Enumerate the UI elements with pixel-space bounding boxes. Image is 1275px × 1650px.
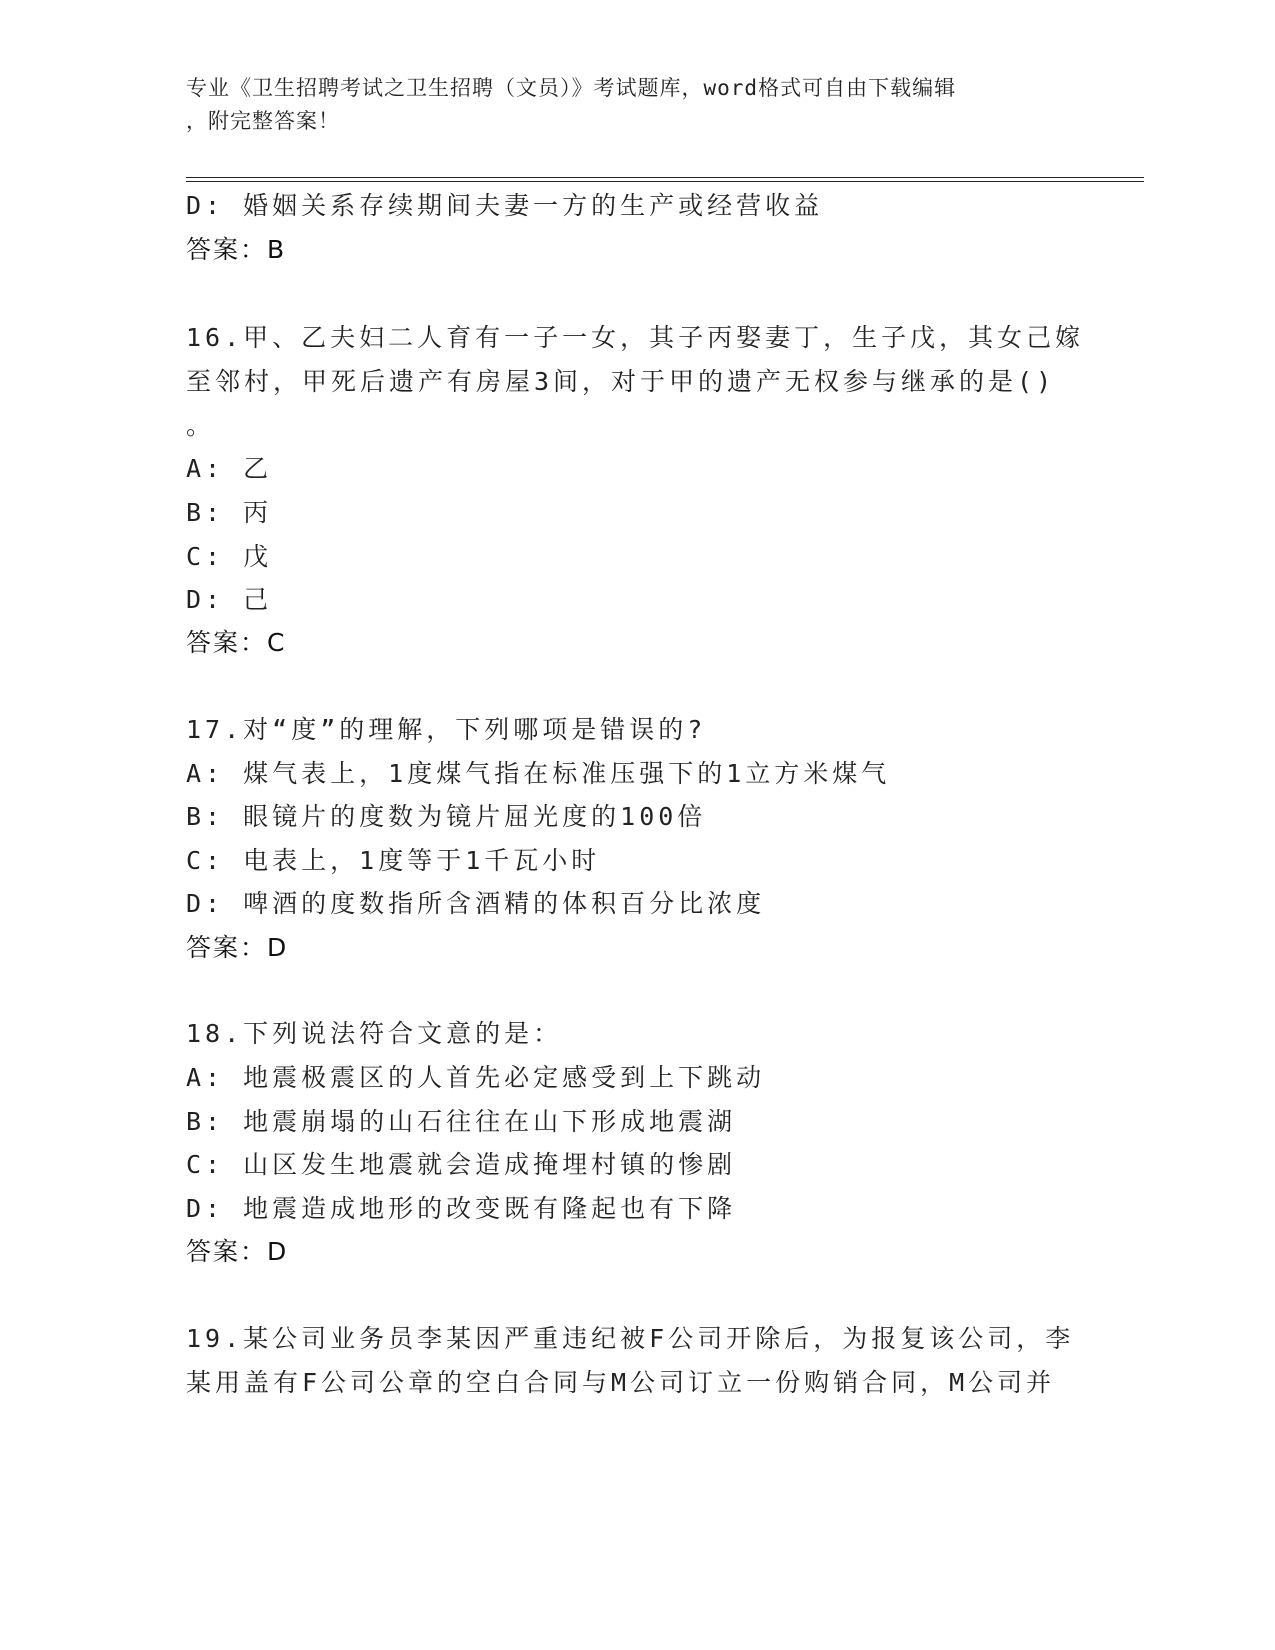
q17-option-b: B: 眼镜片的度数为镜片屈光度的100倍 — [186, 802, 707, 831]
q18-option-b: B: 地震崩塌的山石往往在山下形成地震湖 — [186, 1107, 737, 1136]
q19-stem-line-1: 19.某公司业务员李某因严重违纪被F公司开除后，为报复该公司，李 — [186, 1324, 1075, 1353]
q16-option-a: A: 乙 — [186, 454, 273, 483]
prev-option-d: D: 婚姻关系存续期间夫妻一方的生产或经营收益 — [186, 191, 824, 220]
q17-option-a: A: 煤气表上，1度煤气指在标准压强下的1立方米煤气 — [186, 759, 891, 788]
q16-option-b: B: 丙 — [186, 498, 273, 527]
header-divider-bottom — [186, 181, 1144, 182]
header-line-2: ，附完整答案！ — [186, 109, 340, 133]
q17-option-c: C: 电表上，1度等于1千瓦小时 — [186, 846, 601, 875]
q18-answer: 答案：D — [186, 1237, 289, 1266]
q16-stem-line-1: 16.甲、乙夫妇二人育有一子一女，其子丙娶妻丁，生子戊，其女己嫁 — [186, 323, 1085, 352]
q18-option-a: A: 地震极震区的人首先必定感受到上下跳动 — [186, 1063, 766, 1092]
q17-option-d: D: 啤酒的度数指所含酒精的体积百分比浓度 — [186, 889, 766, 918]
header-line-1: 专业《卫生招聘考试之卫生招聘（文员）》考试题库，word格式可自由下载编辑 — [186, 76, 957, 100]
q18-option-d: D: 地震造成地形的改变既有隆起也有下降 — [186, 1194, 737, 1223]
q17-stem: 17.对“度”的理解，下列哪项是错误的? — [186, 715, 707, 744]
q17-answer: 答案：D — [186, 933, 289, 962]
q16-stem-line-3: 。 — [186, 411, 216, 440]
q16-answer: 答案：C — [186, 628, 287, 657]
q19-stem-line-2: 某用盖有F公司公章的空白合同与M公司订立一份购销合同，M公司并 — [186, 1368, 1056, 1397]
q16-stem-line-2: 至邻村，甲死后遗产有房屋3间，对于甲的遗产无权参与继承的是() — [186, 367, 1056, 396]
q16-option-d: D: 己 — [186, 585, 273, 614]
q18-stem: 18.下列说法符合文意的是： — [186, 1019, 563, 1048]
prev-answer: 答案：B — [186, 235, 287, 264]
q18-option-c: C: 山区发生地震就会造成掩埋村镇的惨剧 — [186, 1150, 737, 1179]
header-divider-top — [186, 177, 1144, 178]
document-header — [186, 72, 1086, 138]
q16-option-c: C: 戊 — [186, 542, 273, 571]
